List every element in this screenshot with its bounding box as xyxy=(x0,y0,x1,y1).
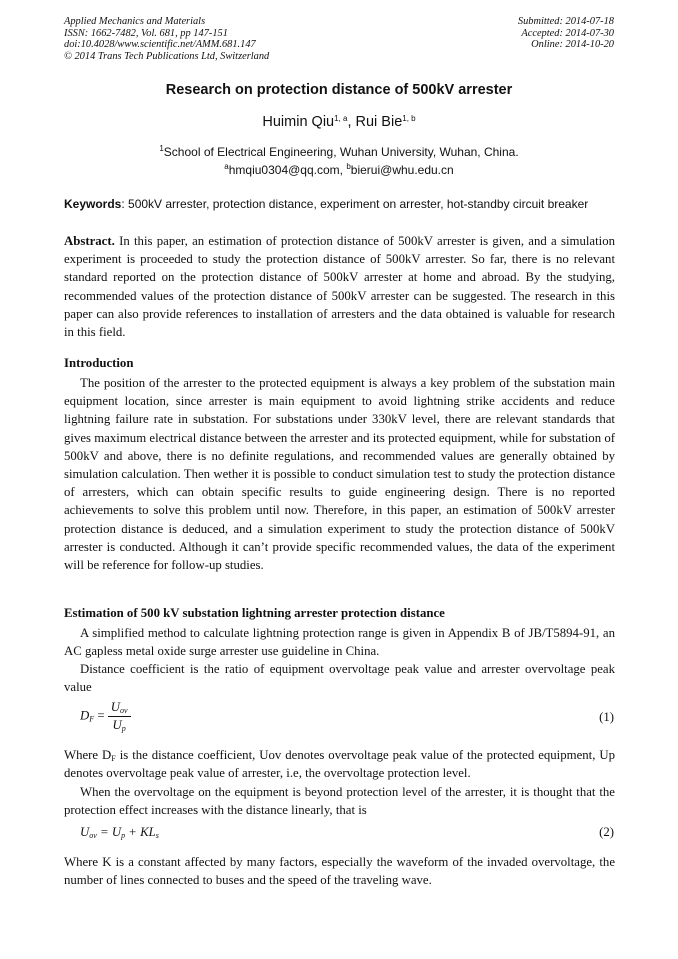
author-1-affil-mark: 1, a xyxy=(334,114,348,123)
author-1-name: Huimin Qiu xyxy=(262,114,335,130)
journal-header-right xyxy=(518,16,614,51)
estimation-paragraph-4 xyxy=(64,783,615,819)
author-separator: , xyxy=(347,114,356,130)
email-b-mark: b xyxy=(346,162,351,171)
keywords xyxy=(64,197,624,211)
affiliation-text: School of Electrical Engineering, Wuhan University, Wuhan, China. xyxy=(163,145,519,159)
eq2-term-1-sub: ov xyxy=(89,831,97,840)
eq1-numerator: U xyxy=(110,700,121,714)
eq1-lhs-sub: F xyxy=(89,714,95,724)
issn-line: ISSN: 1662-7482, Vol. 681, pp 147-151 xyxy=(64,27,228,39)
equation-2 xyxy=(80,825,159,840)
eq2-term-2-sub: p xyxy=(121,831,126,840)
estimation-p2-text: Distance coefficient is the ratio of equipment overvoltage peak value and arrester overvoltage peak value xyxy=(64,662,615,695)
estimation-p3-sub: F xyxy=(111,754,116,763)
introduction-heading: Introduction xyxy=(64,356,134,370)
affiliation-mark: 1 xyxy=(159,144,164,153)
keywords-text: : 500kV arrester, protection distance, experiment on arrester, hot-standby circuit breaker xyxy=(121,197,589,211)
email-a-mark: a xyxy=(224,162,229,171)
accepted-date: Accepted: 2014-07-30 xyxy=(521,27,614,39)
estimation-heading: Estimation of 500 kV substation lightning arrester protection distance xyxy=(64,606,445,620)
eq1-lhs: D xyxy=(80,708,90,723)
eq1-numerator-sub: ov xyxy=(120,706,128,715)
affiliation-line xyxy=(0,145,678,159)
abstract xyxy=(64,232,615,341)
abstract-label: Abstract. xyxy=(64,234,115,248)
estimation-paragraph-3 xyxy=(64,746,615,782)
eq2-term-2: = U xyxy=(96,825,122,839)
eq1-denominator: U xyxy=(112,718,122,732)
estimation-paragraph-5 xyxy=(64,853,615,889)
author-2-name: Rui Bie xyxy=(355,114,403,130)
eq1-equals: = xyxy=(94,708,108,723)
email-a[interactable]: hmqiu0304@qq.com, xyxy=(228,163,347,177)
estimation-p5-text: Where K is a constant affected by many factors, especially the waveform of the invaded overvoltage, the number of lines connected to buses and the speed of the traveling wave. xyxy=(64,855,615,888)
journal-header-left xyxy=(64,16,269,62)
estimation-paragraph-1 xyxy=(64,624,615,660)
journal-name: Applied Mechanics and Materials xyxy=(64,16,206,27)
estimation-p1-text: A simplified method to calculate lightning protection range is given in Appendix B of JB/T5894-91, an AC gapless metal oxide surge arrester use guideline in China. xyxy=(64,626,615,659)
eq2-term-3: + KL xyxy=(125,825,156,839)
estimation-paragraph-2 xyxy=(64,660,615,696)
author-2-affil-mark: 1, b xyxy=(402,114,416,123)
keywords-label: Keywords xyxy=(64,197,122,211)
eq2-term-1: U xyxy=(80,825,90,839)
email-line xyxy=(0,163,678,177)
estimation-p4-text: When the overvoltage on the equipment is beyond protection level of the arrester, it is thought that the protection effect increases with the distance linearly, that is xyxy=(64,785,615,818)
introduction-text: The position of the arrester to the protected equipment is always a key problem of the substation main equipment location, since arrester is main equipment to avoid lightning strike accidents and reduce lightning failure rate in substation. For substations under 330kV level, there are relevant standards that gives maximum electrical distance between the arrester and its protected equipment, while for substation of 500kV and above, there is no definite regulations, and recommended values are generally obtained by simulation calculation. Then wether it is possible to conduct simulation test to study the protection distance of arresters, which can obtain specific results to guide engineering design. There is no reported achievements to solve this problem until now. Therefore, in this paper, an estimation of 500kV arrester protection distance is deduced, and a simulation experiment to study the protection distance of 500kV arrester is conducted. Although it can’t provide specific recommended values, the data of the experiment will be reference for follow-up studies. xyxy=(64,376,615,573)
equation-2-number: (2) xyxy=(599,825,614,839)
estimation-p3-start: Where D xyxy=(64,748,112,762)
submitted-date: Submitted: 2014-07-18 xyxy=(517,16,614,27)
estimation-p3-rest: is the distance coefficient, Uov denotes overvoltage peak value of the protected equipment, Up denotes overvoltage peak value of arrester, i.e, the overvoltage protection level. xyxy=(64,748,615,781)
abstract-text: In this paper, an estimation of protection distance of 500kV arrester is given, and a simulation experiment is proceeded to study the protection distance of 500kV arrester. So far, there is no relevant standard reported on the protection distance of 500kV arrester at home and abroad. By the studying, recommended values of the protection distance of 500kV arrester can be suggested. The research in this paper can also provide references to installation of arresters and the data obtained is valuable for research in this field. xyxy=(64,234,615,340)
equation-1-number: (1) xyxy=(599,710,614,724)
paper-title: Research on protection distance of 500kV arrester xyxy=(165,82,513,98)
eq1-denominator-sub: p xyxy=(121,724,126,733)
equation-1 xyxy=(80,700,131,733)
doi-line[interactable]: doi:10.4028/www.scientific.net/AMM.681.147 xyxy=(64,39,256,51)
online-date: Online: 2014-10-20 xyxy=(531,39,614,51)
eq1-fraction xyxy=(108,700,131,733)
email-b[interactable]: bierui@whu.edu.cn xyxy=(350,163,454,177)
author-line xyxy=(0,114,678,130)
eq2-term-3-sub: s xyxy=(155,831,159,840)
introduction-paragraph xyxy=(64,374,615,574)
copyright-line: © 2014 Trans Tech Publications Ltd, Switzerland xyxy=(64,50,270,62)
